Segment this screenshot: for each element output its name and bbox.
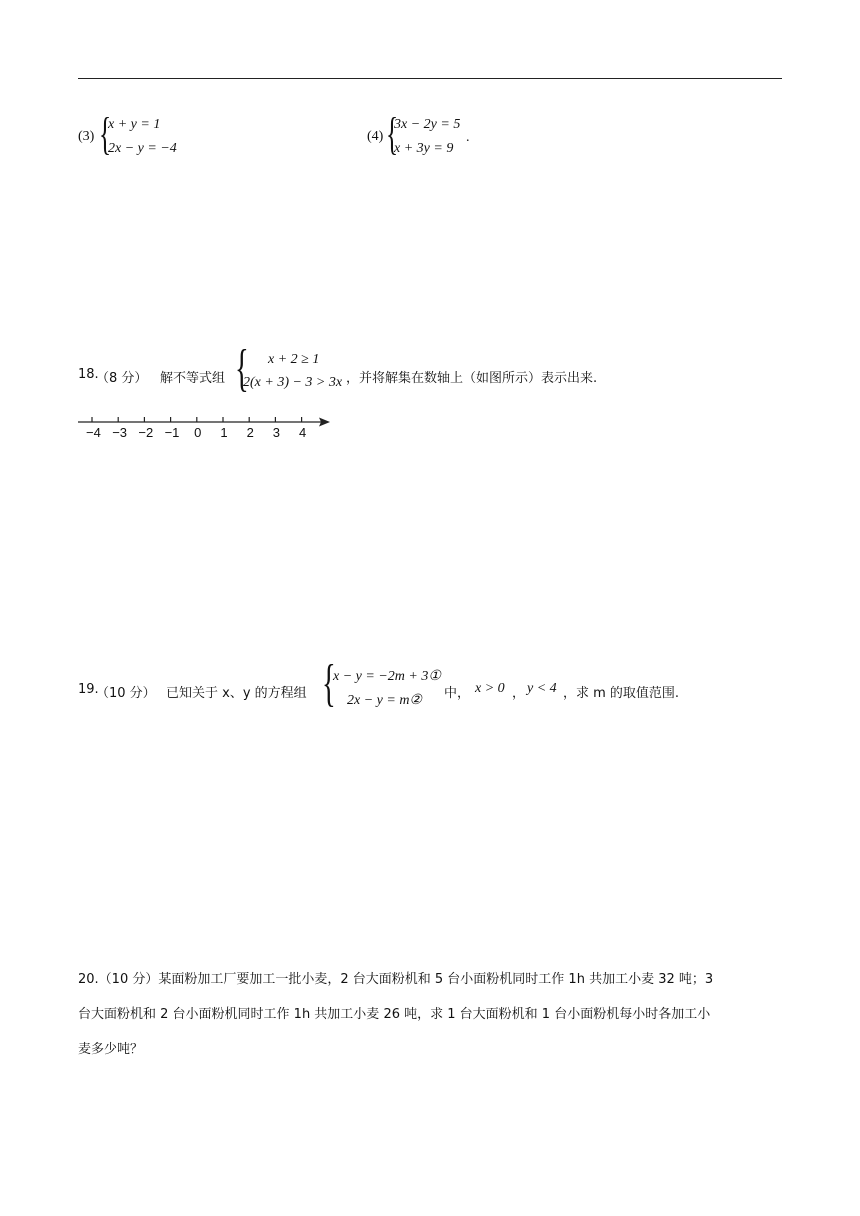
q18-text-after: ，并将解集在数轴上（如图所示）表示出来.	[346, 371, 598, 386]
q20-line: 20.（10 分）某面粉加工厂要加工一批小麦，2 台大面粉机和 5 台小面粉机同时工作 1h 共加工小麦 32 吨；3	[78, 972, 714, 987]
q20-line: 麦多少吨？	[78, 1042, 144, 1057]
q17-p3-eq2: 2x − y = −4	[108, 141, 177, 156]
q19-text-mid: 中，	[444, 686, 471, 701]
header-rule	[78, 78, 782, 79]
q17-p4-brace: {	[386, 108, 399, 159]
number-line-tick-label: 3	[272, 425, 280, 440]
q17-p4-label: (4)	[367, 129, 384, 144]
q19-number: 19.	[78, 682, 99, 697]
q18-ineq1: x + 2 ≥ 1	[268, 352, 320, 367]
q19-eq2: 2x − y = m②	[347, 693, 422, 708]
q19-text-after: ，求 m 的取值范围.	[563, 686, 680, 701]
number-line-tick-label: −1	[164, 425, 180, 440]
number-line-tick-label: 0	[194, 425, 202, 440]
q17-p3-label: (3)	[78, 129, 95, 144]
q17-p3-eq1: x + y = 1	[108, 117, 161, 132]
q17-p4-period: .	[466, 130, 470, 145]
q18-ineq2: 2(x + 3) − 3 > 3x	[243, 375, 343, 390]
q19-score: （10 分）	[96, 686, 156, 701]
number-line-tick-label: −2	[138, 425, 154, 440]
q19-cond1: x > 0	[475, 681, 505, 696]
number-line-tick-label: −3	[112, 425, 128, 440]
q18-brace: {	[235, 340, 249, 397]
q20-line: 台大面粉机和 2 台小面粉机同时工作 1h 共加工小麦 26 吨，求 1 台大面粉机和 1 台小面粉机每小时各加工小	[78, 1007, 711, 1022]
q17-p4-eq2: x + 3y = 9	[394, 141, 454, 156]
q18-number: 18.	[78, 367, 99, 382]
q19-eq1: x − y = −2m + 3①	[333, 669, 441, 684]
q19-cond2: y < 4	[527, 681, 557, 696]
q18-text-before: 解不等式组	[160, 371, 226, 386]
q19-text-before: 已知关于 x、y 的方程组	[166, 686, 307, 701]
q17-p3-brace: {	[99, 108, 112, 159]
number-line-tick-label: 1	[220, 425, 228, 440]
number-line-tick-label: −4	[86, 425, 101, 440]
number-line-tick-label: 2	[246, 425, 254, 440]
q18-score: （8 分）	[96, 371, 148, 386]
q17-p4-eq1: 3x − 2y = 5	[394, 117, 461, 132]
q20	[78, 962, 784, 1067]
q19-brace: {	[322, 655, 336, 712]
q19-sep: ，	[512, 686, 526, 701]
number-line-tick-label: 4	[298, 425, 307, 440]
